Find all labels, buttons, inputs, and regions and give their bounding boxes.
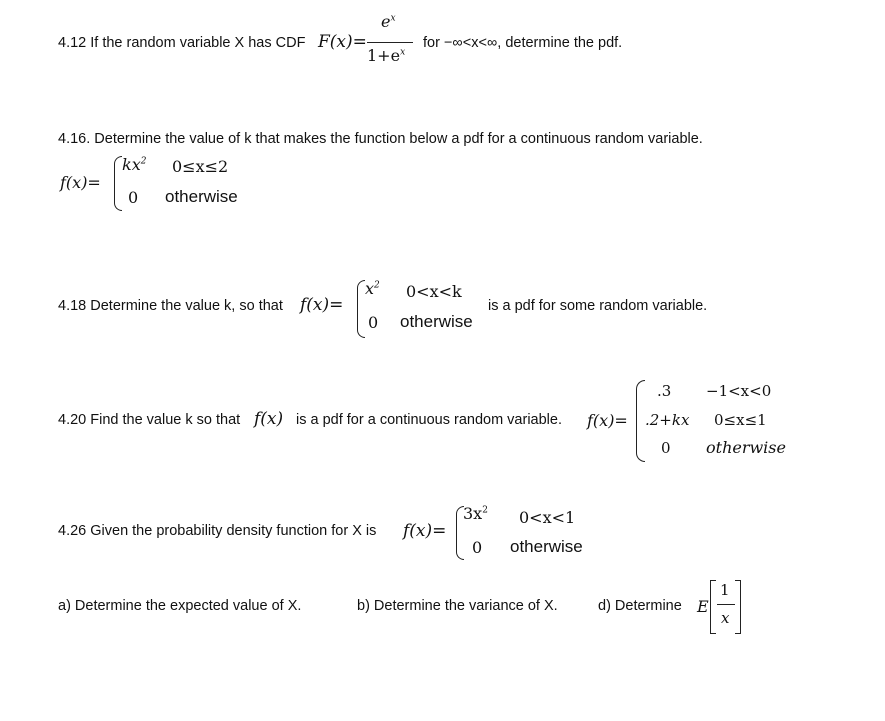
part-d-denominator: x	[721, 609, 730, 627]
problem-4-12-text: 4.12 If the random variable X has CDF	[58, 35, 306, 51]
problem-4-18-brace	[357, 280, 365, 338]
problem-4-20-fx: f(x)	[254, 409, 284, 429]
part-d-right-bracket	[735, 580, 741, 634]
problem-4-18-text: 4.18 Determine the value k, so that	[58, 298, 283, 314]
problem-4-12-fraction-bar	[367, 42, 413, 43]
problem-4-12-numerator: $e^x$	[381, 12, 396, 31]
problem-4-16-brace	[114, 156, 122, 211]
problem-4-20-text-b: is a pdf for a continuous random variable.	[296, 412, 562, 428]
part-a-text: a) Determine the expected value of X.	[58, 598, 302, 614]
problem-4-20-row3-cond: otherwise	[706, 438, 786, 457]
problem-4-18-row1-cond: 0<x<k	[406, 282, 462, 301]
problem-4-16-row1-expr: $kx^2$	[122, 155, 147, 174]
problem-4-20-row2-expr: .2+kx	[645, 411, 690, 429]
problem-4-20-row1-cond: −1<x<0	[706, 382, 772, 400]
problem-4-18-row1-expr: $x^2$	[365, 279, 380, 298]
problem-4-20-lhs: f(x)=	[587, 411, 628, 430]
problem-4-16-row2-cond: otherwise	[165, 187, 238, 206]
part-d-fraction-bar	[717, 604, 735, 605]
part-d-expectation-symbol: E	[697, 597, 709, 616]
problem-4-18-lhs: f(x)=	[300, 295, 344, 315]
problem-4-12-range: for −∞<x<∞, determine the pdf.	[423, 35, 623, 51]
problem-4-20-row3-expr: 0	[661, 439, 671, 457]
problem-4-26-text: 4.26 Given the probability density function for X is	[58, 523, 377, 539]
part-d-text: d) Determine	[598, 598, 682, 614]
problem-4-26-row2-cond: otherwise	[510, 537, 583, 556]
problem-4-26-row2-expr: 0	[472, 538, 483, 557]
part-d-left-bracket	[710, 580, 716, 634]
problem-4-16-row2-expr: 0	[128, 188, 139, 207]
problem-4-26-lhs: f(x)=	[403, 521, 447, 541]
problem-4-16-row1-cond: 0≤x≤2	[172, 157, 229, 176]
problem-4-16-lhs: f(x)=	[60, 173, 101, 192]
problem-4-12-lhs: F(x)=	[318, 32, 367, 52]
problem-4-20-row2-cond: 0≤x≤1	[714, 411, 767, 429]
problem-4-18-row2-expr: 0	[368, 313, 379, 332]
problem-4-20-text-a: 4.20 Find the value k so that	[58, 412, 241, 428]
part-b-text: b) Determine the variance of X.	[357, 598, 558, 614]
problem-4-16-text: 4.16. Determine the value of k that makes the function below a pdf for a continuous random variable.	[58, 131, 703, 147]
problem-4-12-denominator: $1+e^x$	[367, 46, 406, 65]
problem-4-26-row1-cond: 0<x<1	[519, 508, 576, 527]
problem-4-26-row1-expr: $3x^2$	[463, 504, 488, 523]
problem-4-20-row1-expr: .3	[657, 382, 672, 400]
problem-4-18-row2-cond: otherwise	[400, 312, 473, 331]
problem-4-20-brace	[636, 380, 645, 462]
part-d-numerator: 1	[720, 581, 730, 599]
problem-4-18-tail: is a pdf for some random variable.	[488, 298, 708, 314]
